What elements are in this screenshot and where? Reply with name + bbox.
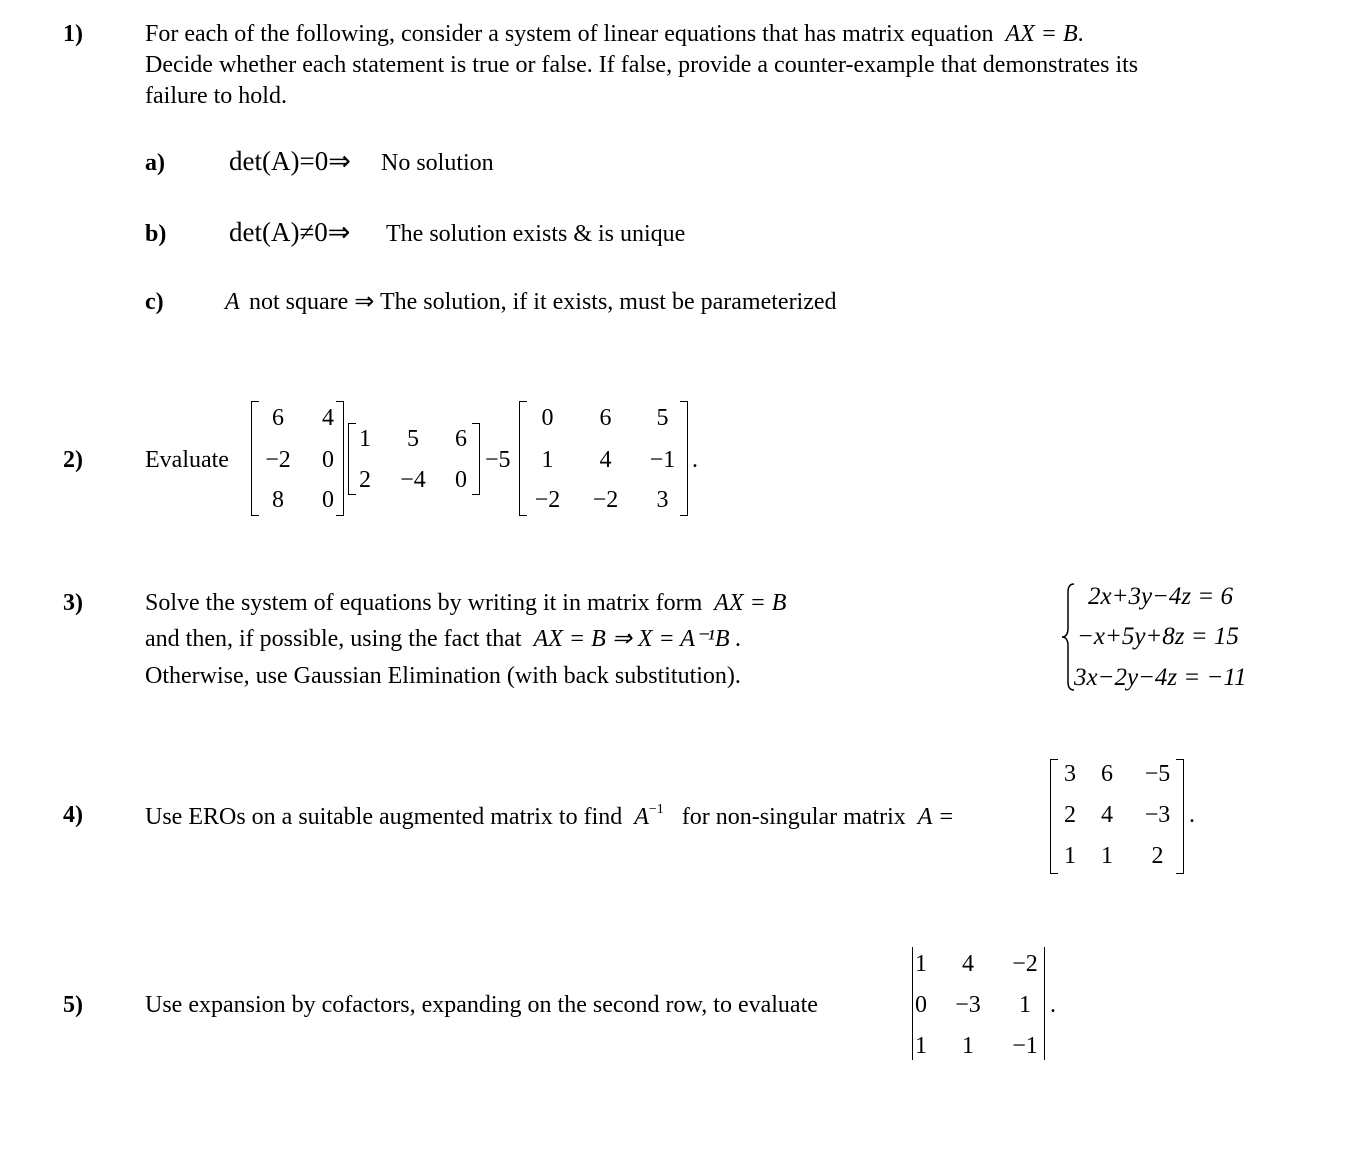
q4-cell: 2 — [1064, 802, 1076, 828]
q1-part-c-math: A — [225, 289, 240, 315]
equation-1: 2x+3y−4z = 6 — [1088, 583, 1234, 610]
m1-cell: −2 — [265, 447, 291, 473]
question-4-number: 4) — [63, 802, 83, 828]
m3-cell: 0 — [541, 405, 554, 431]
m1-cell: 6 — [272, 405, 284, 431]
det-cell: 1 — [915, 951, 927, 977]
q4-end-period: . — [1189, 802, 1195, 828]
det-cell: 1 — [915, 1033, 927, 1059]
q4-cell: −3 — [1144, 802, 1171, 828]
question-1-line-2: Decide whether each statement is true or false. If false, provide a counter-example that demonstrates its — [145, 52, 1139, 78]
m2-cell: 2 — [359, 467, 371, 493]
q4-text-2: for non-singular matrix — [681, 804, 906, 830]
q1-part-b-label: b) — [145, 221, 167, 247]
question-1-line-3: failure to hold. — [145, 83, 287, 109]
q4-inverse-sup: −1 — [648, 802, 664, 817]
question-3-line-2 — [145, 627, 741, 651]
q1-part-a-text: No solution — [381, 150, 494, 176]
m1-cell: 8 — [272, 487, 284, 513]
m3-cell: 6 — [599, 405, 612, 431]
q4-cell: 6 — [1101, 761, 1113, 787]
q1-line1-math: AX = B — [1005, 21, 1078, 47]
m2-cell: 1 — [359, 426, 371, 452]
m2-cell: 0 — [455, 467, 467, 493]
q4-cell: −5 — [1144, 761, 1171, 787]
m3-cell: −2 — [592, 487, 619, 513]
m1-cell: 4 — [322, 405, 334, 431]
m3-cell: 4 — [599, 447, 612, 473]
equation-3: 3x−2y−4z = −11 — [1074, 664, 1247, 691]
det-cell: 1 — [962, 1033, 974, 1059]
q3-line1-math: AX = B — [714, 590, 787, 616]
q1-line1-text: For each of the following, consider a system of linear equations that has matrix equation — [145, 21, 994, 47]
q2-end-period: . — [692, 447, 698, 473]
det-cell: −2 — [1012, 951, 1038, 977]
question-1-number: 1) — [63, 21, 83, 47]
q4-inverse: A — [634, 804, 649, 830]
m3-cell: 5 — [656, 405, 669, 431]
m3-cell: −2 — [534, 487, 561, 513]
question-3-line-3: Otherwise, use Gaussian Elimination (with back substitution). — [145, 663, 741, 689]
question-1-line-1 — [145, 22, 1084, 46]
q5-end-period: . — [1050, 992, 1056, 1018]
det-cell: −1 — [1012, 1033, 1038, 1059]
q1-part-a-math: det(A)=0⇒ — [229, 146, 351, 176]
det-cell: 4 — [962, 951, 974, 977]
m2-cell: −4 — [400, 467, 426, 493]
equation-2: −x+5y+8z = 15 — [1077, 623, 1239, 650]
q1-part-b-math: det(A)≠0⇒ — [229, 217, 351, 247]
m1-cell: 0 — [322, 487, 334, 513]
question-5-number: 5) — [63, 992, 83, 1018]
q2-evaluate-label: Evaluate — [145, 447, 229, 473]
question-4-text — [145, 803, 954, 829]
det-cell: −3 — [955, 992, 981, 1018]
m1-cell: 0 — [322, 447, 334, 473]
q4-equals: A = — [917, 804, 955, 830]
q1-part-a-label: a) — [145, 150, 165, 176]
question-5-text: Use expansion by cofactors, expanding on the second row, to evaluate — [145, 992, 818, 1018]
m3-cell: 3 — [656, 487, 669, 513]
q4-text: Use EROs on a suitable augmented matrix to find — [145, 804, 623, 830]
q3-line2-math: AX = B ⇒ X = A⁻¹B . — [533, 626, 742, 652]
q3-line1-text: Solve the system of equations by writing it in matrix form — [145, 590, 703, 616]
q4-cell: 1 — [1101, 843, 1113, 869]
question-3-line-1 — [145, 591, 786, 615]
q1-part-c-label: c) — [145, 289, 164, 315]
m2-cell: 6 — [455, 426, 467, 452]
q4-cell: 1 — [1064, 843, 1076, 869]
q4-cell: 4 — [1101, 802, 1113, 828]
q3-line2-text: and then, if possible, using the fact that — [145, 626, 522, 652]
q1-line1-end: . — [1077, 21, 1084, 47]
m2-cell: 5 — [407, 426, 419, 452]
det-cell: 0 — [915, 992, 927, 1018]
q2-scalar: −5 — [485, 447, 511, 473]
q1-part-b-text: The solution exists & is unique — [386, 221, 686, 247]
q1-part-c-text: not square ⇒ The solution, if it exists, must be parameterized — [249, 289, 837, 315]
m3-cell: 1 — [541, 447, 554, 473]
q4-cell: 2 — [1151, 843, 1164, 869]
question-3-number: 3) — [63, 590, 83, 616]
det-cell: 1 — [1019, 992, 1031, 1018]
m3-cell: −1 — [649, 447, 676, 473]
question-2-number: 2) — [63, 447, 83, 473]
q4-cell: 3 — [1064, 761, 1076, 787]
